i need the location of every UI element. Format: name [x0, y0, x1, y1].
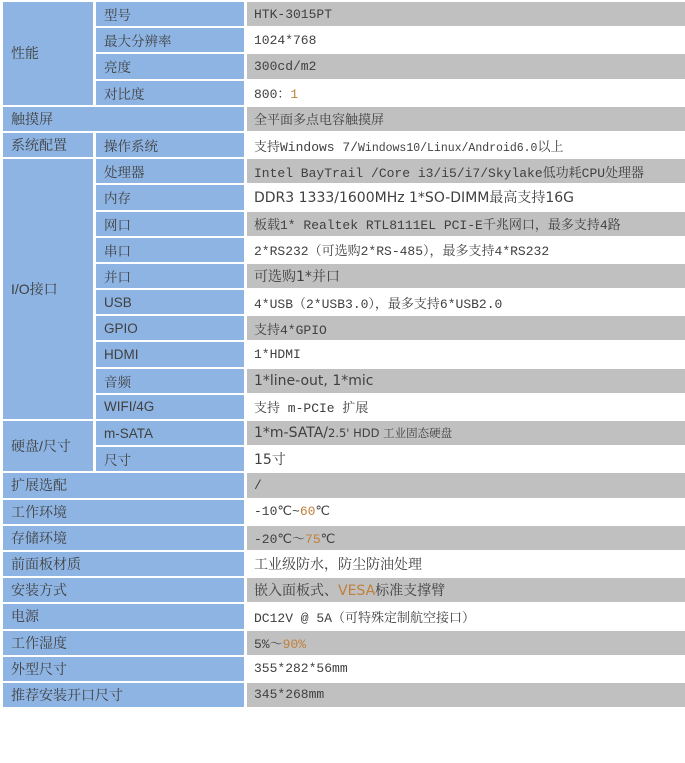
- spec-value-cell: [247, 683, 685, 709]
- table-row: [3, 185, 685, 211]
- spec-label-cell: m-SATA: [96, 421, 247, 447]
- value-text: 支持 m-PCIe 扩展: [254, 401, 369, 417]
- highlighted-text: 75: [305, 532, 321, 548]
- table-row: [3, 473, 685, 499]
- category-cell: 前面板材质: [3, 552, 247, 578]
- spec-label-cell: 并口: [96, 264, 247, 290]
- spec-value-cell: [247, 2, 685, 28]
- table-row: [3, 395, 685, 421]
- category-cell: 硬盘/尺寸: [3, 421, 96, 473]
- value-text: 1024*768: [254, 32, 317, 48]
- value-text: 标准支撑臂: [375, 583, 446, 600]
- spec-value-cell: [247, 473, 685, 499]
- value-text: 800：: [254, 87, 291, 103]
- table-row: [3, 212, 685, 238]
- value-text: DC12V @ 5A（可特殊定制航空接口）: [254, 610, 476, 626]
- spec-value-cell: [247, 657, 685, 683]
- table-row: [3, 657, 685, 683]
- spec-label-cell: 网口: [96, 212, 247, 238]
- table-row: [3, 264, 685, 290]
- value-text: 全平面多点电容触摸屏: [254, 113, 385, 129]
- category-cell: 扩展选配: [3, 473, 247, 499]
- category-cell: 性能: [3, 2, 96, 107]
- spec-value-cell: [247, 107, 685, 133]
- highlighted-text: 1: [290, 87, 299, 103]
- spec-value-cell: [247, 159, 685, 185]
- spec-value-cell: [247, 631, 685, 657]
- value-text: DDR3 1333/1600MHz 1*SO-DIMM最高支持16G: [254, 190, 575, 207]
- spec-label-cell: 操作系统: [96, 133, 247, 159]
- value-text: ℃: [315, 504, 331, 520]
- highlighted-text: VESA: [338, 583, 376, 600]
- spec-value-cell: [247, 212, 685, 238]
- table-row: [3, 342, 685, 368]
- value-text: 5%～: [254, 637, 283, 653]
- table-row: [3, 133, 685, 159]
- spec-value-cell: [247, 395, 685, 421]
- category-cell: 安装方式: [3, 578, 247, 604]
- table-row: [3, 369, 685, 395]
- table-row: [3, 683, 685, 709]
- highlighted-text: 60: [299, 504, 316, 520]
- value-text: 支持4*GPIO: [254, 322, 327, 338]
- spec-label-cell: 音频: [96, 369, 247, 395]
- value-text: 15寸: [254, 452, 286, 469]
- spec-label-cell: 处理器: [96, 159, 247, 185]
- category-cell: 工作湿度: [3, 631, 247, 657]
- table-row: [3, 447, 685, 473]
- spec-value-cell: [247, 552, 685, 578]
- value-text: HTK-3015PT: [254, 6, 333, 22]
- spec-value-cell: [247, 316, 685, 342]
- table-row: [3, 81, 685, 107]
- spec-value-cell: [247, 578, 685, 604]
- spec-value-cell: [247, 54, 685, 80]
- table-row: [3, 526, 685, 552]
- spec-value-cell: [247, 81, 685, 107]
- table-row: [3, 500, 685, 526]
- value-text: 1*HDMI: [254, 347, 301, 363]
- spec-value-cell: [247, 342, 685, 368]
- value-text: 345*268mm: [254, 687, 325, 703]
- spec-label-cell: 内存: [96, 185, 247, 211]
- spec-label-cell: 型号: [96, 2, 247, 28]
- spec-value-cell: [247, 185, 685, 211]
- table-row: [3, 54, 685, 80]
- value-text: /: [254, 477, 262, 493]
- spec-label-cell: HDMI: [96, 342, 247, 368]
- table-row: [3, 107, 685, 133]
- value-text: 嵌入面板式、: [254, 583, 338, 600]
- value-text: Windows10/Linux/Android6.0: [358, 141, 538, 155]
- spec-value-cell: [247, 369, 685, 395]
- category-cell: 电源: [3, 604, 247, 630]
- table-row: [3, 631, 685, 657]
- table-row: [3, 2, 685, 28]
- value-text: -10℃~: [254, 504, 300, 520]
- spec-label-cell: GPIO: [96, 316, 247, 342]
- table-row: [3, 604, 685, 630]
- category-cell: I/O接口: [3, 159, 96, 421]
- spec-value-cell: [247, 447, 685, 473]
- value-text: 板载1* Realtek RTL8111EL PCI-E千兆网口，最多支持4路: [254, 218, 621, 234]
- value-text: -20℃～: [254, 532, 306, 548]
- spec-label-cell: 尺寸: [96, 447, 247, 473]
- category-cell: 推荐安装开口尺寸: [3, 683, 247, 709]
- spec-table: [3, 2, 685, 709]
- value-text: 2.5' HDD 工业固态硬盘: [328, 426, 453, 441]
- value-text: Intel BayTrail /Core i3/i5/i7/Skylake低功耗CPU处理器: [254, 165, 645, 181]
- table-row: [3, 28, 685, 54]
- value-text: 以上: [537, 139, 564, 155]
- table-row: [3, 552, 685, 578]
- spec-label-cell: 亮度: [96, 54, 247, 80]
- spec-value-cell: [247, 28, 685, 54]
- category-cell: 触摸屏: [3, 107, 247, 133]
- value-text: 2*RS232（可选购2*RS-485），最多支持4*RS232: [254, 244, 550, 260]
- spec-value-cell: [247, 133, 685, 159]
- table-row: [3, 316, 685, 342]
- category-cell: 存储环境: [3, 526, 247, 552]
- value-text: 4*USB（2*USB3.0），最多支持6*USB2.0: [254, 296, 503, 312]
- spec-value-cell: [247, 604, 685, 630]
- table-row: [3, 159, 685, 185]
- category-cell: 外型尺寸: [3, 657, 247, 683]
- highlighted-text: 90%: [282, 637, 307, 653]
- spec-value-cell: [247, 421, 685, 447]
- value-text: ℃: [320, 532, 336, 548]
- table-row: [3, 238, 685, 264]
- value-text: 工业级防水，防尘防油处理: [254, 557, 422, 574]
- table-row: [3, 421, 685, 447]
- spec-value-cell: [247, 500, 685, 526]
- value-text: 1*m-SATA/: [254, 425, 328, 442]
- value-text: 300cd/m2: [254, 58, 317, 74]
- category-cell: 工作环境: [3, 500, 247, 526]
- value-text: 支持Windows 7/: [254, 139, 359, 155]
- spec-value-cell: [247, 526, 685, 552]
- spec-value-cell: [247, 238, 685, 264]
- spec-label-cell: USB: [96, 290, 247, 316]
- value-text: 355*282*56mm: [254, 661, 348, 677]
- spec-label-cell: 对比度: [96, 81, 247, 107]
- spec-label-cell: 串口: [96, 238, 247, 264]
- value-text: 可选购1*并口: [254, 268, 340, 285]
- table-row: [3, 578, 685, 604]
- spec-label-cell: 最大分辨率: [96, 28, 247, 54]
- value-text: 1*line-out, 1*mic: [254, 372, 374, 389]
- spec-value-cell: [247, 264, 685, 290]
- spec-label-cell: WIFI/4G: [96, 395, 247, 421]
- table-row: [3, 290, 685, 316]
- category-cell: 系统配置: [3, 133, 96, 159]
- spec-value-cell: [247, 290, 685, 316]
